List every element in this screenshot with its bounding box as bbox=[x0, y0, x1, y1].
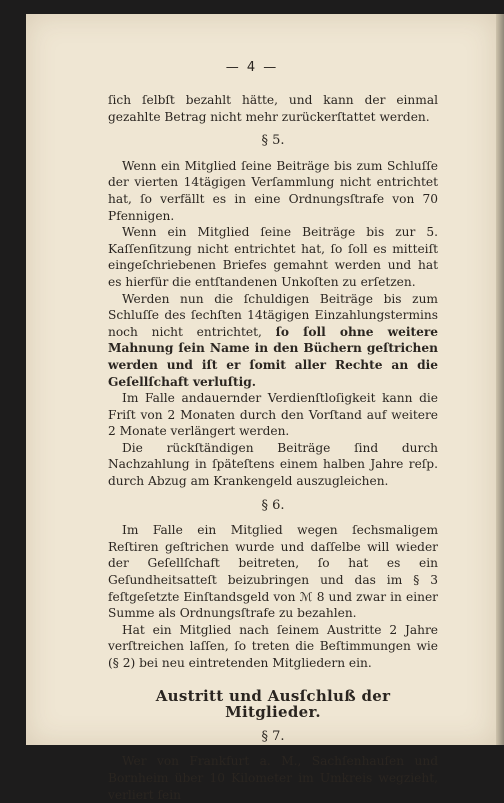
page-number: — 4 — bbox=[225, 60, 279, 75]
page-edge bbox=[496, 14, 504, 745]
continued-line-2: nicht mehr zurückerſtattet werden. bbox=[210, 109, 430, 124]
section-6-paragraph-1: Im Falle ein Mitglied wegen ſechsmaligem Reſtiren geſtrichen wurde und daſſelbe will wieder der Geſellſchaft beitreten, ſo hat es ein Geſundheitsatteſt beizubringen und das im § 3 feſtgeſetzte Einſtandsgeld von ℳ 8 und zwar in einer Summe als Ordnungsſtrafe zu bezahlen. bbox=[108, 523, 438, 621]
section-5-paragraph-4: Im Falle andauernder Verdienſtloſigkeit kann die Friſt von 2 Monaten durch den Vorſtand auf weitere 2 Monate verlängert werden. bbox=[108, 391, 438, 439]
section-5-paragraph-1: Wenn ein Mitglied ſeine Beiträge bis zum Schluſſe der vierten 14tägigen Verſammlung nicht entrichtet hat, ſo verfällt es in eine Ordnungsſtrafe von 70 Pfennigen. bbox=[108, 158, 438, 223]
section-7-paragraph-1: Wer von Frankfurt a. M., Sachſenhauſen und Bornheim über 10 Kilometer im Umkreis wegzieht, verliert ſein bbox=[108, 754, 438, 802]
section-5-paragraph-2: Wenn ein Mitglied ſeine Beiträge bis zur 5. Kaſſenſitzung nicht entrichtet hat, ſo ſoll es mitteiſt eingeſchriebenen Briefes gemahnt werden und hat es hierfür die entſtandenen Unkoſten zu erſetzen. bbox=[108, 225, 438, 289]
section-5-paragraph-3-normal: Werden nun die ſchuldigen Beiträge bis zum Schluſſe des ſechſten 14tägigen Einzahlungstermins noch nicht entrichtet, bbox=[108, 291, 438, 339]
continued-paragraph bbox=[108, 92, 438, 125]
section-6-paragraph-2: Hat ein Mitglied nach ſeinem Austritte 2 Jahre verſtreichen laſſen, ſo treten die Beſtimmungen wie (§ 2) bei neu eintretenden Mitgliedern ein. bbox=[108, 622, 438, 670]
section-6-title: § 6. bbox=[261, 497, 285, 513]
section-7-title: § 7. bbox=[261, 728, 285, 744]
chapter-heading: Austritt und Ausſchluß der Mitglieder. bbox=[155, 686, 391, 722]
section-5-paragraph-5: Die rückſtändigen Beiträge ſind durch Nachzahlung in ſpäteſtens einem halben Jahre reſp. durch Abzug am Krankengeld auszugleichen. bbox=[108, 440, 438, 489]
continued-line-1: ſich ſelbſt bezahlt hätte, und kann der einmal gezahlte Betrag bbox=[108, 93, 438, 124]
document-body bbox=[108, 92, 438, 803]
section-5-title: § 5. bbox=[261, 133, 285, 149]
section-5-paragraph-3-emphasis: ſo ſoll ohne weitere Mahnung ſein Name in den Büchern geſtrichen werden und iſt er ſomit aller Rechte an die Geſellſchaft verluſtig. bbox=[108, 324, 439, 389]
section-5-paragraph-3 bbox=[108, 291, 438, 391]
